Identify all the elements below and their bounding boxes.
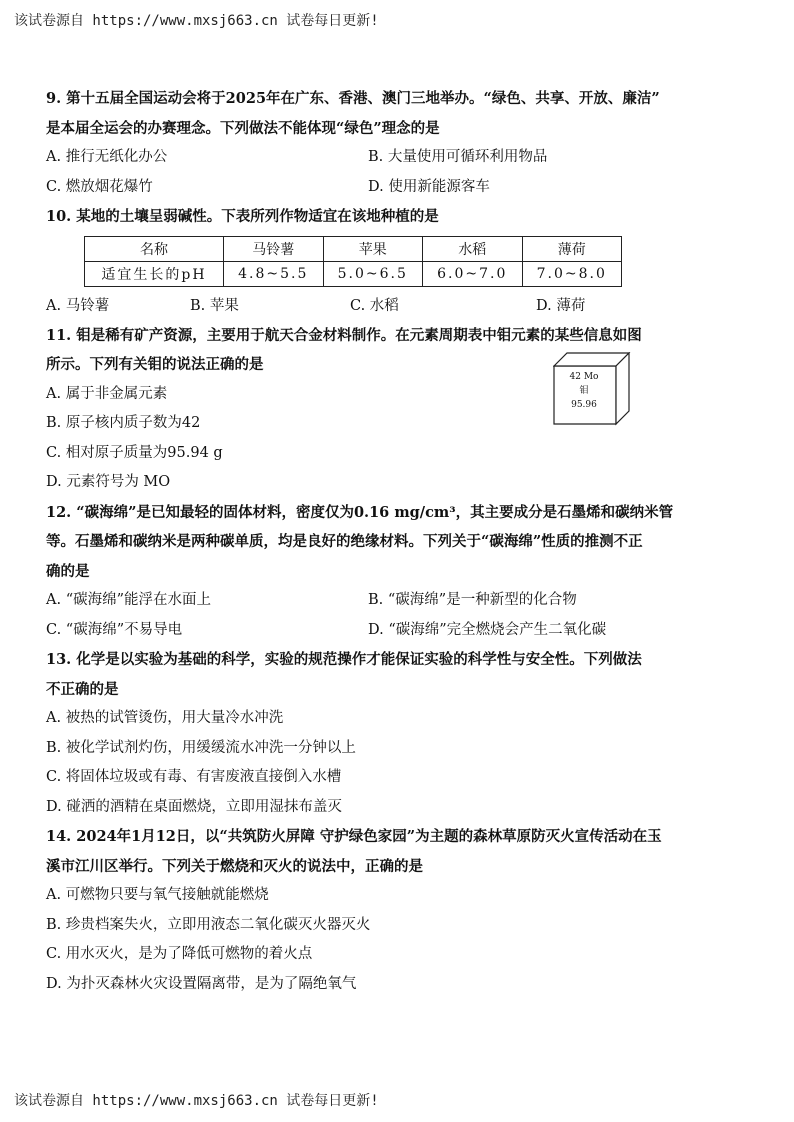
q11-option-c: C. 相对原子质量为95.94 g (46, 444, 223, 461)
q12-options-row1 (46, 586, 686, 616)
q12-options-row2 (46, 616, 686, 646)
q10-option-d: D. 薄荷 (536, 297, 586, 314)
q9-option-a: A. 推行无纸化办公 (46, 149, 168, 165)
table-row-label: 适宜生长的pH (85, 261, 224, 286)
q12-stem-line1: 12. “碳海绵”是已知最轻的固体材料，密度仅为0.16 mg/cm³，其主要成分是石墨烯和碳纳米管 (46, 503, 674, 521)
q10-stem: 10. 某地的土壤呈弱碱性。下表所列作物适宜在该地种植的是 (46, 208, 439, 225)
element-mass: 95.96 (571, 400, 597, 410)
element-info (555, 370, 613, 412)
q9-option-c: C. 燃放烟花爆竹 (46, 178, 153, 195)
q14-option-b: B. 珍贵档案失火，立即用液态二氧化碳灭火器灭火 (46, 916, 371, 933)
q9-stem-line1: 9. 第十五届全国运动会将于2025年在广东、香港、澳门三地举办。“绿色、共享、开放、廉洁” (46, 90, 660, 107)
q13-option-c: C. 将固体垃圾或有毒、有害废液直接倒入水槽 (46, 769, 342, 785)
table-header-row (85, 236, 622, 261)
q13-option-d: D. 碰洒的酒精在桌面燃烧，立即用湿抹布盖灭 (46, 798, 342, 815)
table-header-cell: 水稻 (423, 236, 523, 261)
q11-option-d: D. 元素符号为 MO (46, 474, 171, 490)
table-cell: 5.0~6.5 (323, 261, 423, 286)
q11-option-b: B. 原子核内质子数为42 (46, 415, 201, 431)
q9-option-d: D. 使用新能源客车 (368, 178, 490, 195)
crop-ph-table (84, 236, 622, 287)
element-number-symbol: 42 Mo (569, 372, 599, 382)
q12-option-c: C. “碳海绵”不易导电 (46, 621, 183, 638)
table-header-cell: 苹果 (323, 236, 423, 261)
table-row (85, 261, 622, 286)
table-header-cell: 名称 (85, 236, 224, 261)
page-footer-source: 该试卷源自 https://www.mxsj663.cn 试卷每日更新! (14, 1093, 379, 1109)
q14-option-d: D. 为扑灭森林火灾设置隔离带，是为了隔绝氧气 (46, 975, 357, 992)
q10-option-b: B. 苹果 (190, 297, 239, 314)
table-cell: 6.0~7.0 (423, 261, 523, 286)
q11-option-a: A. 属于非金属元素 (46, 385, 168, 402)
q10-option-a: A. 马铃薯 (46, 297, 110, 314)
q9-options-row2 (46, 173, 686, 203)
q13-stem-line2: 不正确的是 (46, 680, 119, 698)
q13-option-b: B. 被化学试剂灼伤，用缓缓流水冲洗一分钟以上 (46, 739, 356, 756)
q9-option-b: B. 大量使用可循环利用物品 (368, 149, 548, 165)
table-header-cell: 马铃薯 (224, 236, 324, 261)
q10-options (46, 291, 686, 321)
q14-option-a: A. 可燃物只要与氧气接触就能燃烧 (46, 887, 269, 903)
element-name: 钼 (579, 386, 589, 396)
q11-stem-line2: 所示。下列有关钼的说法正确的是 (46, 356, 264, 373)
q14-stem-line1: 14. 2024年1月12日，以“共筑防火屏障 守护绿色家园”为主题的森林草原防灭火宣传活动在玉 (46, 828, 662, 845)
molybdenum-element-cube (553, 352, 623, 422)
q10-option-c: C. 水稻 (350, 297, 399, 314)
question-content (46, 84, 686, 999)
q12-option-b: B. “碳海绵”是一种新型的化合物 (368, 592, 577, 608)
table-cell: 4.8~5.5 (224, 261, 324, 286)
q13-option-a: A. 被热的试管烫伤，用大量冷水冲洗 (46, 710, 284, 726)
q9-stem-line2: 是本届全运会的办赛理念。下列做法不能体现“绿色”理念的是 (46, 119, 440, 137)
q13-stem-line1: 13. 化学是以实验为基础的科学，实验的规范操作才能保证实验的科学性与安全性。下列做法 (46, 651, 642, 668)
q12-option-a: A. “碳海绵”能浮在水面上 (46, 592, 212, 608)
table-header-cell: 薄荷 (522, 236, 622, 261)
table-cell: 7.0~8.0 (522, 261, 622, 286)
q14-stem-line2: 溪市江川区举行。下列关于燃烧和灭火的说法中，正确的是 (46, 857, 423, 875)
q12-option-d: D. “碳海绵”完全燃烧会产生二氧化碳 (368, 621, 607, 638)
q12-stem-line2: 等。石墨烯和碳纳米是两种碳单质，均是良好的绝缘材料。下列关于“碳海绵”性质的推测不正 (46, 533, 643, 550)
page-header-source: 该试卷源自 https://www.mxsj663.cn 试卷每日更新! (14, 13, 379, 29)
q9-options-row1 (46, 143, 686, 173)
q14-option-c: C. 用水灭火，是为了降低可燃物的着火点 (46, 946, 313, 962)
q11-stem-line1: 11. 钼是稀有矿产资源，主要用于航天合金材料制作。在元素周期表中钼元素的某些信息如图 (46, 326, 642, 344)
q12-stem-line3: 确的是 (46, 562, 90, 580)
